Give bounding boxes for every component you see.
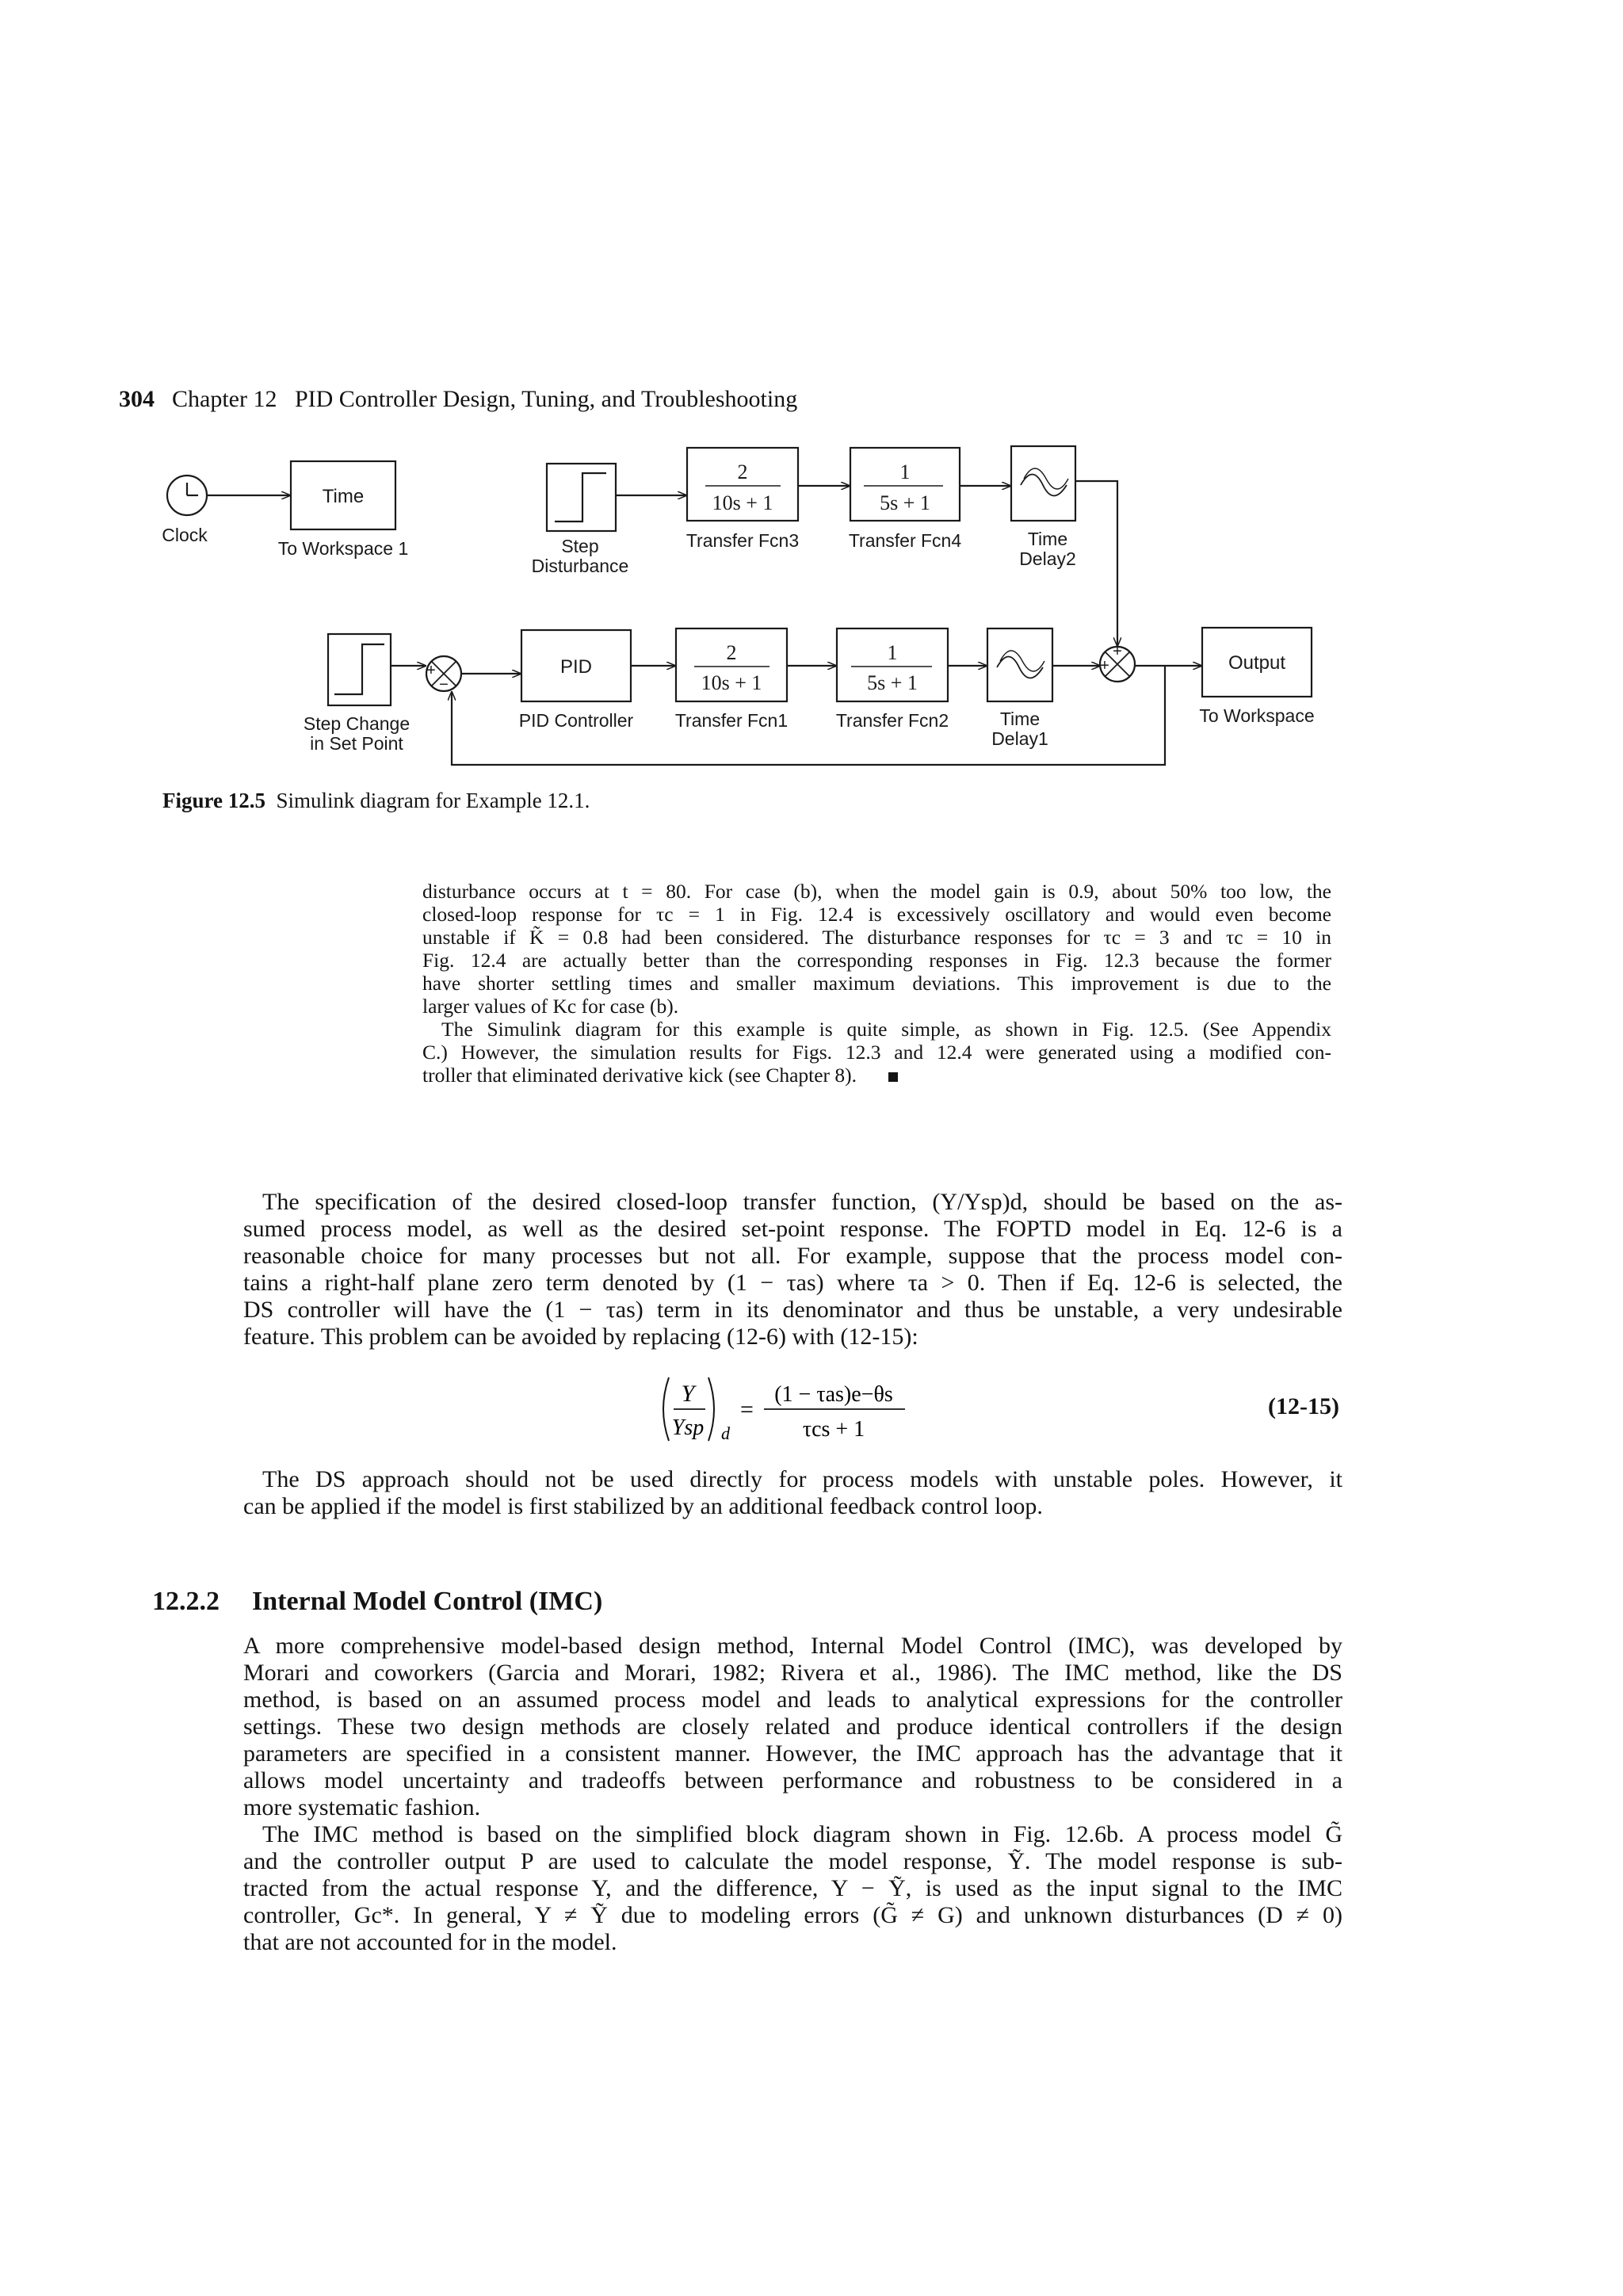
tf2-numerator: 1: [887, 641, 898, 664]
equation-12-15: [658, 1371, 1339, 1450]
time-delay2-label-1: Time: [1027, 529, 1068, 549]
body-line: controller, Gc*. In general, Y ≠ Ỹ due to modeling errors (G̃ ≠ G) and unknown disturbances (D ≠ 0): [243, 1902, 1342, 1928]
time-delay1-block: [987, 628, 1052, 701]
example-line: C.) However, the simulation results for Figs. 12.3 and 12.4 were generated using a modified con-: [422, 1041, 1331, 1064]
eq-rhs-numerator: (1 − τas)e−θs: [774, 1382, 893, 1407]
pid-controller-label: PID Controller: [518, 710, 634, 731]
output-block-text: Output: [1228, 652, 1286, 674]
eq-lhs-numerator: Y: [681, 1381, 695, 1407]
step-disturbance-label-1: Step: [561, 536, 599, 556]
body-line: and the controller output P are used to calculate the model response, Ỹ. The model response is sub-: [243, 1848, 1342, 1874]
example-line: The Simulink diagram for this example is quite simple, as shown in Fig. 12.5. (See Appendix: [441, 1018, 1331, 1041]
to-workspace-label: To Workspace: [1199, 705, 1315, 726]
chapter-label: Chapter 12: [172, 386, 277, 412]
example-line-final: troller that eliminated derivative kick (see Chapter 8).: [422, 1064, 1331, 1087]
step-change-label-2: in Set Point: [310, 733, 403, 754]
eq-rhs-denominator: τcs + 1: [802, 1417, 865, 1442]
step-change-label-1: Step Change: [303, 713, 411, 734]
tf3-denominator: 10s + 1: [712, 491, 773, 514]
example-line: Fig. 12.4 are actually better than the corresponding responses in Fig. 12.3 because the former: [422, 949, 1331, 972]
eq-lhs-subscript: d: [721, 1423, 730, 1443]
eq-equals-sign: =: [740, 1396, 754, 1423]
body-line: feature. This problem can be avoided by replacing (12-6) with (12-15):: [243, 1324, 918, 1350]
eq-lhs-denominator: Ysp: [671, 1415, 705, 1440]
body-line: parameters are specified in a consistent manner. However, the IMC approach has the advantage that it: [243, 1740, 1342, 1767]
example-line: closed-loop response for τc = 1 in Fig. 12.4 is excessively oscillatory and would even become: [422, 903, 1331, 926]
body-paragraph-2: [243, 1466, 1342, 1520]
body-line: tains a right-half plane zero term denoted by (1 − τas) where τa > 0. Then if Eq. 12-6 is selected, the: [243, 1270, 1342, 1296]
body-line: tracted from the actual response Y, and the difference, Y − Ỹ, is used as the input signal to the IMC: [243, 1875, 1342, 1901]
time-delay2-block: [1011, 446, 1075, 521]
figure-caption: [162, 789, 590, 813]
body-line: allows model uncertainty and tradeoffs between performance and robustness to be considered in a: [243, 1767, 1342, 1794]
example-line: have shorter settling times and smaller maximum deviations. This improvement is due to the: [422, 972, 1331, 995]
body-line: Morari and coworkers (Garcia and Morari, 1982; Rivera et al., 1986). The IMC method, like the DS: [243, 1660, 1342, 1686]
time-block-label: Time: [322, 486, 365, 507]
body-line: that are not accounted for in the model.: [243, 1929, 617, 1955]
section-number: 12.2.2: [152, 1587, 220, 1616]
tf2-label: Transfer Fcn2: [835, 710, 949, 731]
end-of-example-square-icon: [888, 1072, 898, 1082]
sum1-minus-sign: −: [439, 676, 449, 693]
body-paragraph-3: [243, 1633, 1342, 1956]
simulink-diagram: [0, 0, 1623, 793]
sum2-plus-sign-top: +: [1113, 643, 1122, 660]
tf1-numerator: 2: [726, 641, 737, 664]
body-line: method, is based on an assumed process model and leads to analytical expressions for the controller: [243, 1687, 1342, 1713]
page-number: 304: [119, 386, 155, 412]
to-workspace-1-label: To Workspace 1: [277, 538, 409, 559]
section-title: Internal Model Control (IMC): [252, 1587, 603, 1616]
tf3-label: Transfer Fcn3: [685, 530, 800, 551]
step-disturbance-label-2: Disturbance: [531, 556, 629, 576]
body-line: DS controller will have the (1 − τas) term in its denominator and thus be unstable, a very undesirable: [243, 1297, 1342, 1323]
body-line: The IMC method is based on the simplified block diagram shown in Fig. 12.6b. A process model G̃: [262, 1821, 1342, 1847]
clock-label: Clock: [162, 525, 208, 545]
body-line: more systematic fashion.: [243, 1794, 481, 1820]
body-line: A more comprehensive model-based design method, Internal Model Control (IMC), was developed by: [243, 1633, 1342, 1659]
body-line: settings. These two design methods are closely related and produce identical controllers if the design: [243, 1713, 1342, 1740]
body-line: can be applied if the model is first stabilized by an additional feedback control loop.: [243, 1493, 1043, 1519]
example-line: larger values of Kc for case (b).: [422, 995, 679, 1018]
tf1-label: Transfer Fcn1: [674, 710, 789, 731]
tf2-denominator: 5s + 1: [867, 671, 918, 694]
body-line: sumed process model, as well as the desired set-point response. The FOPTD model in Eq. 12-6 is a: [243, 1216, 1342, 1242]
example-line: unstable if K̃ = 0.8 had been considered. The disturbance responses for τc = 3 and τc = 10 in: [422, 926, 1331, 949]
body-paragraph-1: [243, 1189, 1342, 1350]
body-line: reasonable choice for many processes but not all. For example, suppose that the process model con-: [243, 1243, 1342, 1269]
time-delay1-label-2: Delay1: [991, 728, 1048, 749]
body-line: The specification of the desired closed-loop transfer function, (Y/Ysp)d, should be based on the as-: [262, 1189, 1342, 1215]
equation-number: (12-15): [1268, 1393, 1339, 1419]
figure-caption-text: Simulink diagram for Example 12.1.: [276, 789, 590, 812]
time-delay2-label-2: Delay2: [1019, 548, 1076, 569]
tf1-denominator: 10s + 1: [701, 671, 762, 694]
equation-graphic: [658, 1371, 1212, 1450]
tf4-numerator: 1: [899, 460, 911, 483]
clock-icon: [167, 476, 207, 515]
example-line: disturbance occurs at t = 80. For case (b), when the model gain is 0.9, about 50% too low, the: [422, 880, 1331, 903]
figure-label: Figure 12.5: [162, 789, 265, 812]
tf4-denominator: 5s + 1: [880, 491, 930, 514]
tf3-numerator: 2: [737, 460, 748, 483]
chapter-title: PID Controller Design, Tuning, and Troubleshooting: [294, 386, 798, 412]
example-paragraph: [422, 880, 1331, 1087]
tf4-label: Transfer Fcn4: [848, 530, 962, 551]
sum2-plus-sign-left: +: [1100, 657, 1109, 674]
pid-block-text: PID: [559, 656, 593, 678]
sum1-plus-sign: +: [426, 662, 436, 679]
time-delay1-label-1: Time: [999, 709, 1041, 729]
body-line: The DS approach should not be used directly for process models with unstable poles. However, it: [262, 1466, 1342, 1492]
